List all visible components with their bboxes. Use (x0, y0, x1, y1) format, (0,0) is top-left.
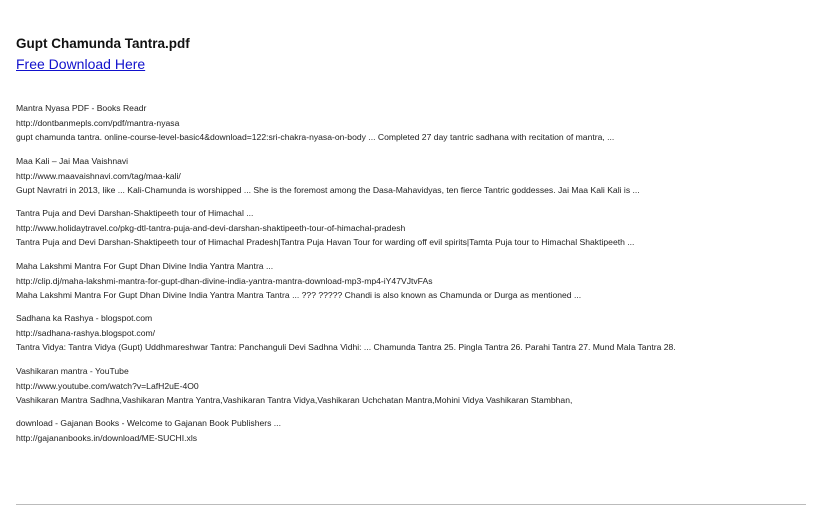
result-url[interactable]: http://dontbanmepls.com/pdf/mantra-nyasa (16, 118, 180, 128)
result-title[interactable]: Sadhana ka Rashya - blogspot.com (16, 313, 153, 323)
result-item (16, 418, 806, 444)
result-title[interactable]: Mantra Nyasa PDF - Books Readr (16, 103, 147, 113)
result-url[interactable]: http://www.maavaishnavi.com/tag/maa-kali/ (16, 170, 181, 181)
result-url[interactable]: http://www.youtube.com/watch?v=LafH2uE-4O0 (16, 380, 199, 391)
document-title: Gupt Chamunda Tantra.pdf (16, 36, 190, 51)
result-title[interactable]: Maha Lakshmi Mantra For Gupt Dhan Divine India Yantra Mantra ... (16, 260, 274, 271)
result-item (16, 313, 806, 353)
result-snippet: gupt chamunda tantra. online-course-level-basic4&download=122:sri-chakra-nyasa-on-body ... Completed 27 day tantric sadhana with recitation of mantra, ... (16, 132, 615, 142)
result-title[interactable]: Vashikaran mantra - YouTube (16, 365, 129, 376)
page-bottom-divider (16, 504, 806, 505)
result-url[interactable]: http://clip.dj/maha-lakshmi-mantra-for-gupt-dhan-divine-india-yantra-mantra-download-mp3-mp4-iY47VJtvFAs (16, 275, 433, 286)
result-title[interactable]: download - Gajanan Books - Welcome to Gajanan Book Publishers ... (16, 418, 281, 428)
search-results-list (16, 103, 806, 457)
result-snippet: Vashikaran Mantra Sadhna,Vashikaran Mantra Yantra,Vashikaran Tantra Vidya,Vashikaran Uchchatan Mantra,Mohini Vidya Vashikaran Stambhan, (16, 394, 573, 405)
result-snippet: Tantra Puja and Devi Darshan-Shaktipeeth tour of Himachal Pradesh|Tantra Puja Havan Tour for warding off evil spirits|Tamta Puja tour to Himachal Shaktipeeth ... (16, 237, 635, 247)
result-item (16, 156, 806, 196)
result-snippet: Maha Lakshmi Mantra For Gupt Dhan Divine India Yantra Mantra Tantra ... ??? ????? Chandi is also known as Chamunda or Durga as mentioned ... (16, 289, 582, 300)
result-snippet: Gupt Navratri in 2013, like ... Kali-Chamunda is worshipped ... She is the foremost among the Dasa-Mahavidyas, ten fierce Tantric goddesses. Jai Maa Kali Kali is ... (16, 184, 640, 195)
result-item (16, 208, 806, 248)
result-snippet: Tantra Vidya: Tantra Vidya (Gupt) Uddhmareshwar Tantra: Panchanguli Devi Sadhna Vidhi: ... Chamunda Tantra 25. Pingla Tantra 26. Parahi Tantra 27. Mund Mala Tantra 28. (16, 342, 676, 352)
result-url[interactable]: http://gajananbooks.in/download/ME-SUCHI.xls (16, 433, 198, 443)
free-download-link[interactable]: Free Download Here (16, 56, 146, 72)
result-title[interactable]: Maa Kali – Jai Maa Vaishnavi (16, 155, 129, 166)
result-item (16, 366, 806, 406)
result-item (16, 103, 806, 143)
result-url[interactable]: http://www.holidaytravel.co/pkg-dtl-tantra-puja-and-devi-darshan-shaktipeeth-tour-of-himachal-pradesh (16, 223, 406, 233)
pdf-page (16, 0, 806, 518)
result-url[interactable]: http://sadhana-rashya.blogspot.com/ (16, 328, 156, 338)
result-title[interactable]: Tantra Puja and Devi Darshan-Shaktipeeth tour of Himachal ... (16, 208, 254, 218)
result-item (16, 261, 806, 301)
